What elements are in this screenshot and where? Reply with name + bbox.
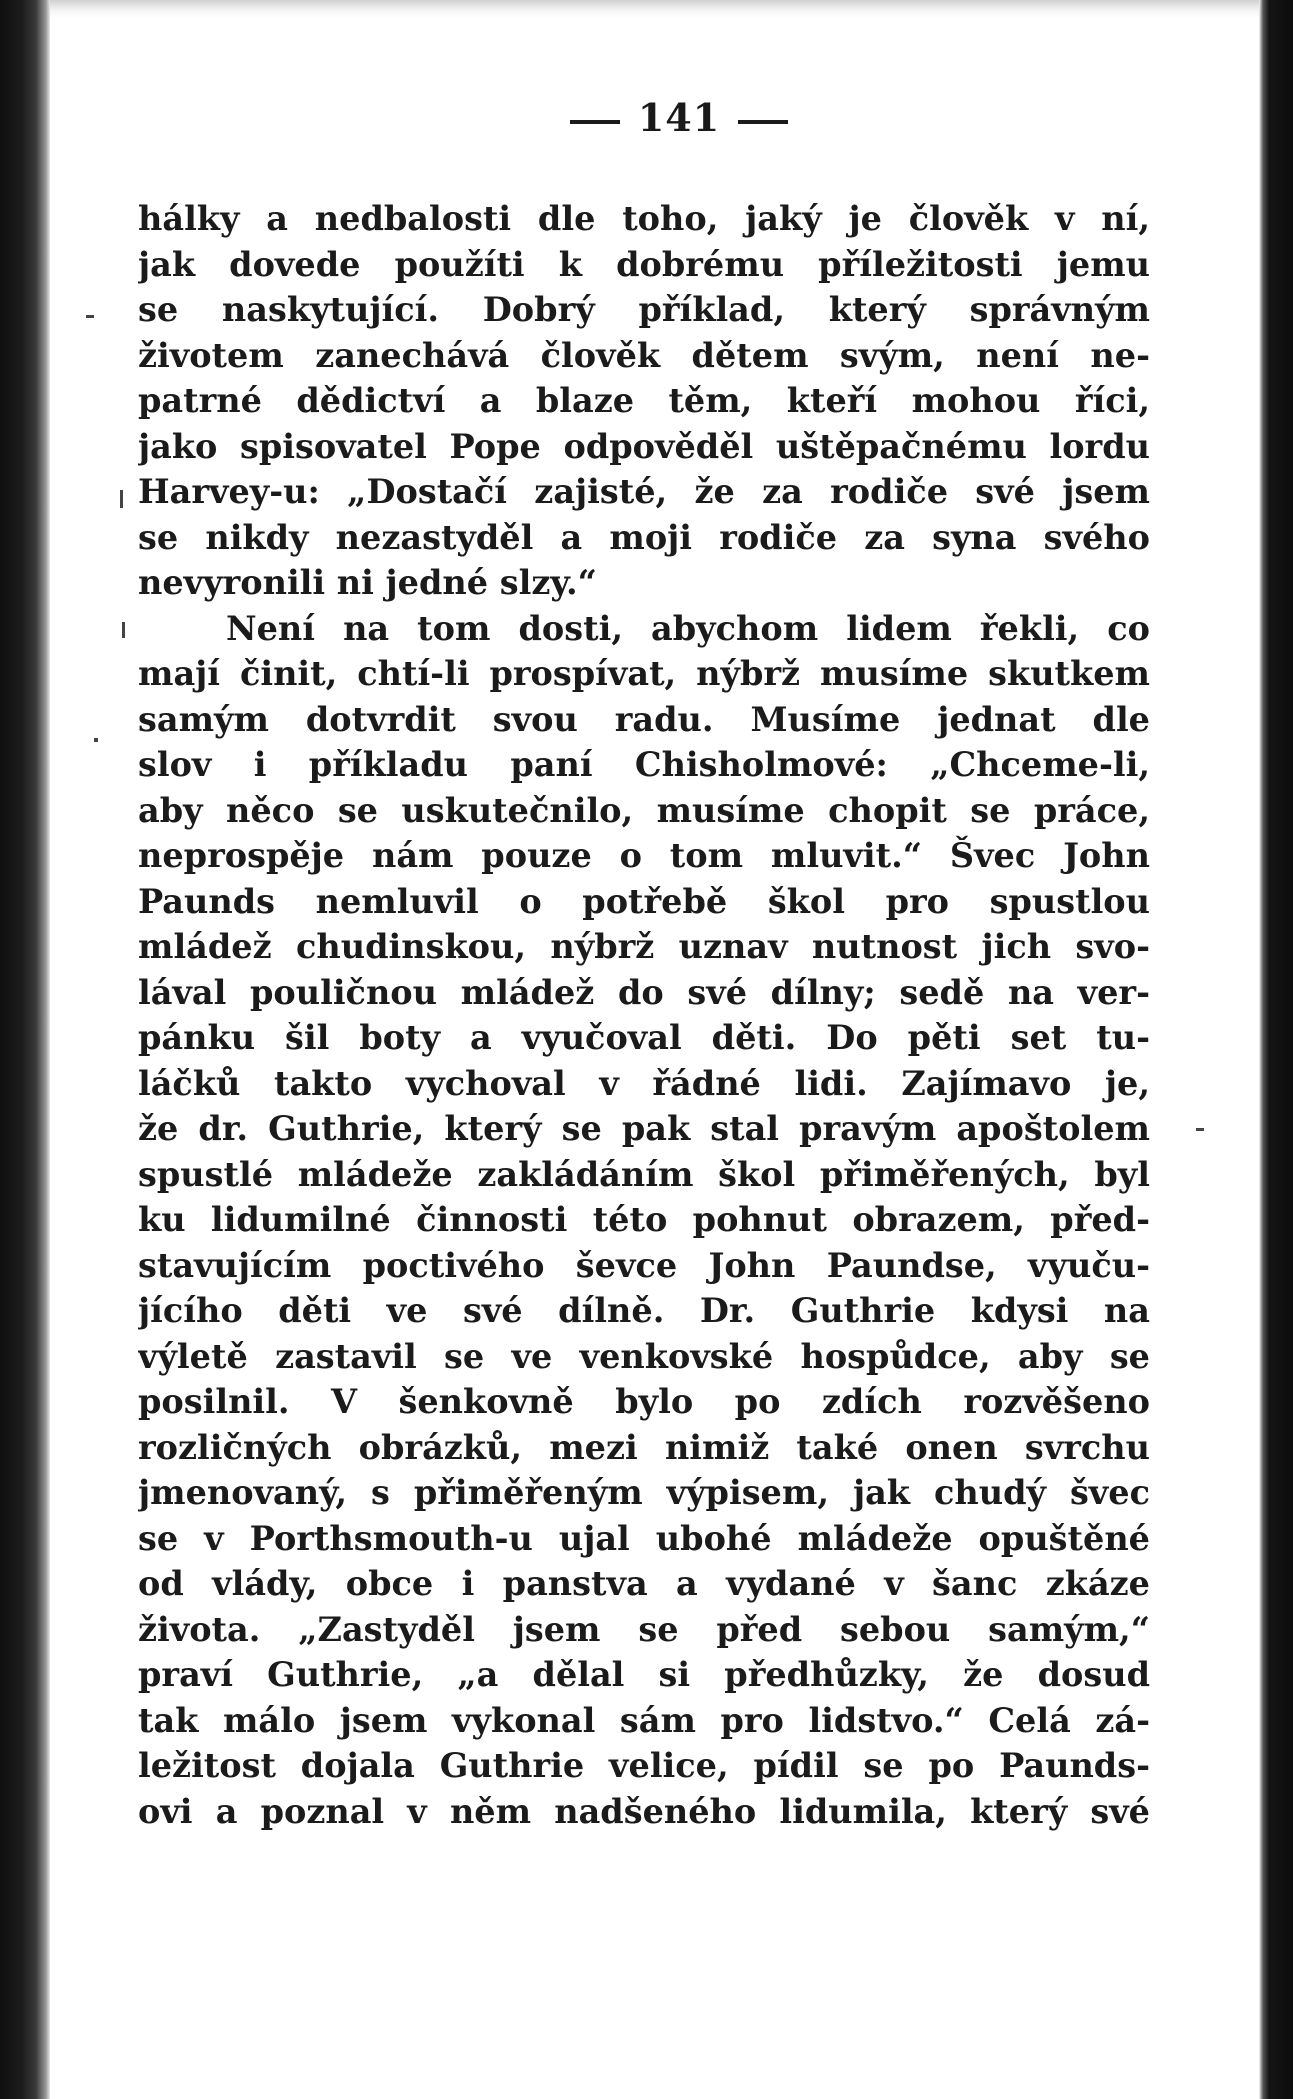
text-line: neprospěje nám pouze o tom mluvit.“ Švec John [138, 836, 1150, 875]
text-line: slov i příkladu paní Chisholmové: „Chceme-li, [138, 745, 1150, 784]
text-line: životem zanechává člověk dětem svým, není ne- [138, 335, 1150, 375]
text-line: rozličných obrázků, mezi nimiž také onen svrchu [138, 1427, 1150, 1467]
text-line: jak dovede použíti k dobrému příležitosti jemu [138, 244, 1150, 284]
text-line: samým dotvrdit svou radu. Musíme jednat dle [138, 699, 1150, 739]
text-line: posilnil. V šenkovně bylo po zdích rozvěšeno [138, 1382, 1150, 1421]
margin-mark [1196, 1128, 1204, 1131]
text-line: mládež chudinskou, nýbrž uznav nutnost jich svo- [138, 927, 1150, 966]
margin-mark [122, 622, 125, 638]
scanner-edge-top [50, 0, 1259, 18]
page-number [208, 92, 1150, 144]
text-line: jmenovaný, s přiměřeným výpisem, jak chudý švec [138, 1473, 1150, 1512]
page-number-dash-right [738, 120, 788, 124]
text-line: Harvey-u: „Dostačí zajisté, že za rodiče své jsem [138, 472, 1150, 511]
text-line: lával pouličnou mládež do své dílny; sedě na ver- [138, 972, 1150, 1012]
page-number-dash-left [570, 120, 620, 124]
text-line: ovi a poznal v něm nadšeného lidumila, který své [138, 1791, 1150, 1831]
text-line: stavujícím poctivého ševce John Paundse, vyuču- [138, 1245, 1150, 1285]
text-line: jako spisovatel Pope odpověděl uštěpačnému lordu [138, 426, 1150, 466]
text-line: aby něco se uskutečnilo, musíme chopit se práce, [138, 790, 1150, 830]
margin-mark [120, 490, 123, 508]
text-line: hálky a nedbalosti dle toho, jaký je člověk v ní, [138, 199, 1150, 238]
margin-mark [94, 738, 98, 742]
text-line: Paunds nemluvil o potřebě škol pro spustlou [138, 881, 1150, 921]
page-content [138, 92, 1150, 1834]
text-line: se naskytující. Dobrý příklad, který správným [138, 290, 1150, 329]
text-line: života. „Zastyděl jsem se před sebou samým,“ [138, 1609, 1150, 1649]
body-text [138, 196, 1150, 1834]
text-line: mají činit, chtí-li prospívat, nýbrž musíme skutkem [138, 654, 1150, 693]
text-line: jícího děti ve své dílně. Dr. Guthrie kdysi na [138, 1291, 1150, 1330]
text-line: ležitost dojala Guthrie velice, pídil se po Paunds- [138, 1746, 1150, 1785]
margin-mark [86, 315, 94, 318]
text-line: nevyronili ni jedné slzy.“ [138, 563, 597, 602]
text-line: výletě zastavil se ve venkovské hospůdce, aby se [138, 1336, 1150, 1376]
text-line: Není na tom dosti, abychom lidem řekli, co [226, 608, 1150, 648]
text-line: spustlé mládeže zakládáním škol přiměřených, byl [138, 1154, 1150, 1194]
text-line: pánku šil boty a vyučoval děti. Do pěti set tu- [138, 1018, 1150, 1057]
page-number-value: 141 [637, 95, 721, 140]
text-line: ku lidumilné činnosti této pohnut obrazem, před- [138, 1200, 1150, 1239]
text-line: patrné dědictví a blaze těm, kteří mohou říci, [138, 381, 1150, 420]
text-line: láčků takto vychoval v řádné lidi. Zajímavo je, [138, 1063, 1150, 1103]
text-line: od vlády, obce i panstva a vydané v šanc zkáze [138, 1564, 1150, 1603]
text-line: tak málo jsem vykonal sám pro lidstvo.“ Celá zá- [138, 1700, 1150, 1740]
text-line: praví Guthrie, „a dělal si předhůzky, že dosud [138, 1655, 1150, 1694]
text-line: že dr. Guthrie, který se pak stal pravým apoštolem [138, 1109, 1150, 1148]
scanner-edge-right [1259, 0, 1293, 2099]
scanner-edge-left [0, 0, 50, 2099]
text-line: se v Porthsmouth-u ujal ubohé mládeže opuštěné [138, 1518, 1150, 1558]
text-line: se nikdy nezastyděl a moji rodiče za syna svého [138, 517, 1150, 557]
